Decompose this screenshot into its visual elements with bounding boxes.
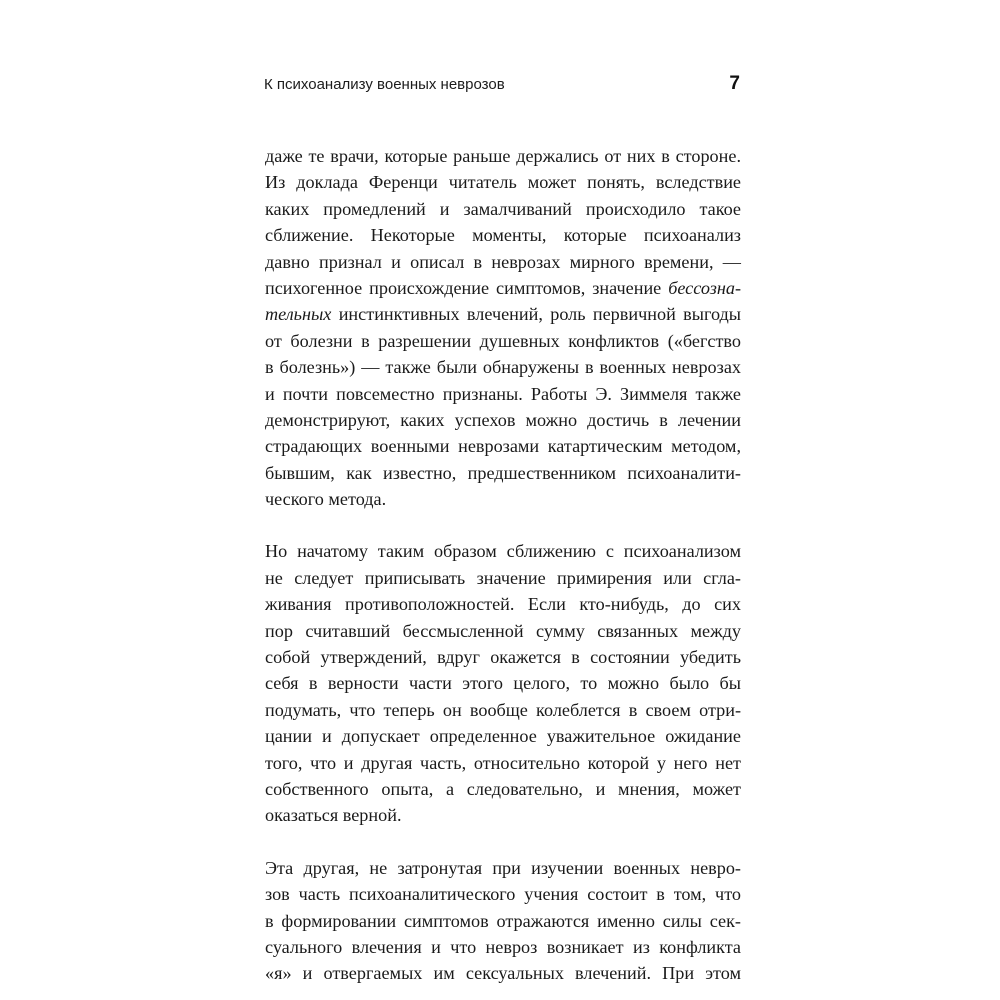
text-line: суального влечения и что невроз возникает из конфликта — [265, 936, 741, 957]
text-line: не следует приписывать значение примирения или сгла- — [265, 567, 741, 588]
paragraph — [265, 538, 741, 828]
text-line: сближение. Некоторые моменты, которые психоанализ — [265, 225, 741, 246]
text-line: демонстрируют, каких успехов можно достичь в лечении — [265, 409, 741, 430]
text-line: живания противоположностей. Если кто-нибудь, до сих — [265, 594, 741, 615]
running-head — [264, 74, 740, 98]
text-line: зов часть психоаналитического учения состоит в том, что — [265, 884, 741, 905]
text-line: того, что и другая часть, относительно которой у него нет — [265, 752, 741, 773]
text-line: Но начатому таким образом сближению с психоанализом — [265, 541, 741, 562]
text-line: собственного опыта, а следовательно, и мнения, может — [265, 778, 741, 799]
text-line: и почти повсеместно признаны. Работы Э. Зиммеля также — [265, 383, 741, 404]
paragraph-gap — [265, 829, 741, 855]
text-line: бывшим, как известно, предшественником психоаналити- — [265, 462, 741, 483]
text-line: подумать, что теперь он вообще колеблется в своем отри- — [265, 699, 741, 720]
text-line: Эта другая, не затронутая при изучении военных невро- — [265, 857, 741, 878]
paragraph — [265, 855, 741, 987]
text-line: ческого метода. — [265, 489, 387, 510]
running-title: К психоанализу военных неврозов — [264, 76, 505, 93]
text-line: себя в верности части этого целого, то можно было бы — [265, 673, 741, 694]
text-line: от болезни в разрешении душевных конфликтов («бегство — [265, 330, 741, 351]
text-line: каких промедлений и замалчиваний происходило такое — [265, 198, 741, 219]
text-line: давно признал и описал в неврозах мирного времени, — — [265, 251, 741, 272]
text-line: «я» и отвергаемых им сексуальных влечений. При этом — [265, 963, 741, 984]
paragraph-gap — [265, 512, 741, 538]
text-line: тельных инстинктивных влечений, роль первичной выгоды — [265, 304, 741, 325]
text-line: оказаться верной. — [265, 805, 402, 826]
paragraph — [265, 143, 741, 512]
italic-term: бессозна- — [668, 277, 741, 298]
text-line: психогенное происхождение симптомов, значение бессозна- — [265, 277, 741, 298]
text-line: страдающих военными неврозами катартическим методом, — [265, 436, 741, 457]
page-number: 7 — [729, 73, 740, 94]
text-line: цании и допускает определенное уважительное ожидание — [265, 726, 741, 747]
body-text — [265, 143, 741, 987]
text-line: в болезнь») — также были обнаружены в военных неврозах — [265, 357, 741, 378]
text-line: пор считавший бессмысленной сумму связанных между — [265, 620, 741, 641]
text-line: Из доклада Ференци читатель может понять, вследствие — [265, 172, 741, 193]
text-line: собой утверждений, вдруг окажется в состоянии убедить — [265, 647, 741, 668]
text-line: в формировании симптомов отражаются именно силы сек- — [265, 910, 741, 931]
italic-term: тельных — [265, 304, 332, 325]
text-line: даже те врачи, которые раньше держались от них в стороне. — [265, 146, 741, 166]
